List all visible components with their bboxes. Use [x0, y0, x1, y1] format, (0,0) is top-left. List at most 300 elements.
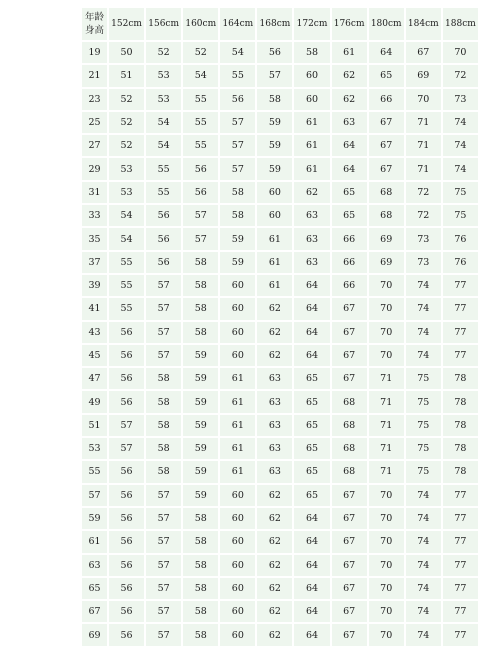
weight-cell: 58 [146, 438, 183, 461]
weight-cell: 74 [406, 345, 443, 368]
weight-cell: 50 [109, 42, 146, 65]
weight-cell: 75 [406, 391, 443, 414]
weight-cell: 77 [443, 624, 480, 647]
weight-cell: 64 [294, 601, 331, 624]
weight-cell: 61 [220, 391, 257, 414]
weight-cell: 60 [220, 578, 257, 601]
weight-cell: 58 [146, 391, 183, 414]
age-cell: 65 [82, 578, 109, 601]
weight-cell: 57 [220, 158, 257, 181]
weight-cell: 65 [332, 205, 369, 228]
table-row [82, 158, 480, 181]
weight-cell: 53 [146, 89, 183, 112]
weight-cell: 75 [443, 205, 480, 228]
age-cell: 29 [82, 158, 109, 181]
weight-cell: 57 [146, 624, 183, 647]
age-cell: 69 [82, 624, 109, 647]
weight-cell: 60 [257, 182, 294, 205]
height-header: 152cm [109, 8, 146, 42]
weight-cell: 57 [146, 601, 183, 624]
table-row [82, 298, 480, 321]
weight-cell: 60 [220, 275, 257, 298]
weight-cell: 77 [443, 345, 480, 368]
age-cell: 47 [82, 368, 109, 391]
height-header: 172cm [294, 8, 331, 42]
weight-cell: 56 [109, 391, 146, 414]
weight-cell: 71 [369, 415, 406, 438]
corner-header [82, 8, 109, 42]
weight-cell: 62 [257, 508, 294, 531]
table-row [82, 601, 480, 624]
weight-cell: 74 [406, 298, 443, 321]
weight-cell: 71 [406, 158, 443, 181]
weight-cell: 64 [294, 298, 331, 321]
weight-cell: 68 [369, 182, 406, 205]
weight-cell: 59 [183, 415, 220, 438]
weight-cell: 58 [220, 182, 257, 205]
weight-cell: 74 [406, 555, 443, 578]
weight-cell: 60 [294, 89, 331, 112]
weight-cell: 66 [332, 228, 369, 251]
table-row [82, 42, 480, 65]
height-header: 168cm [257, 8, 294, 42]
weight-cell: 67 [332, 578, 369, 601]
weight-cell: 63 [332, 112, 369, 135]
weight-cell: 59 [220, 228, 257, 251]
weight-cell: 64 [294, 508, 331, 531]
weight-cell: 57 [146, 555, 183, 578]
weight-cell: 76 [443, 228, 480, 251]
weight-cell: 57 [146, 508, 183, 531]
weight-cell: 62 [257, 485, 294, 508]
age-cell: 55 [82, 461, 109, 484]
weight-cell: 60 [257, 205, 294, 228]
weight-cell: 70 [369, 345, 406, 368]
weight-cell: 71 [369, 368, 406, 391]
weight-cell: 70 [369, 555, 406, 578]
weight-cell: 67 [332, 531, 369, 554]
age-cell: 37 [82, 252, 109, 275]
weight-cell: 54 [220, 42, 257, 65]
weight-cell: 55 [109, 298, 146, 321]
table-row [82, 461, 480, 484]
weight-cell: 73 [406, 252, 443, 275]
weight-cell: 55 [146, 182, 183, 205]
weight-cell: 61 [294, 158, 331, 181]
weight-cell: 68 [332, 438, 369, 461]
table-row [82, 368, 480, 391]
weight-cell: 62 [257, 578, 294, 601]
weight-cell: 78 [443, 415, 480, 438]
weight-cell: 56 [109, 531, 146, 554]
weight-cell: 64 [294, 275, 331, 298]
weight-cell: 64 [294, 624, 331, 647]
weight-table [82, 8, 480, 648]
weight-cell: 60 [220, 601, 257, 624]
weight-cell: 61 [294, 135, 331, 158]
weight-cell: 62 [257, 601, 294, 624]
weight-cell: 56 [109, 624, 146, 647]
height-header: 176cm [332, 8, 369, 42]
weight-cell: 74 [443, 158, 480, 181]
weight-cell: 67 [332, 368, 369, 391]
weight-cell: 62 [332, 65, 369, 88]
table-body [82, 42, 480, 648]
weight-cell: 58 [183, 601, 220, 624]
weight-cell: 60 [220, 322, 257, 345]
weight-cell: 58 [146, 415, 183, 438]
weight-cell: 62 [332, 89, 369, 112]
weight-cell: 74 [406, 322, 443, 345]
age-cell: 59 [82, 508, 109, 531]
table-row [82, 578, 480, 601]
weight-cell: 58 [146, 461, 183, 484]
corner-age-label: 年龄 [84, 12, 104, 23]
weight-cell: 61 [220, 368, 257, 391]
age-cell: 51 [82, 415, 109, 438]
weight-cell: 52 [109, 135, 146, 158]
table-row [82, 485, 480, 508]
weight-cell: 59 [183, 438, 220, 461]
weight-cell: 64 [294, 322, 331, 345]
table-row [82, 228, 480, 251]
weight-cell: 59 [183, 461, 220, 484]
weight-cell: 70 [369, 601, 406, 624]
weight-cell: 60 [220, 624, 257, 647]
weight-cell: 57 [257, 65, 294, 88]
weight-cell: 59 [257, 135, 294, 158]
weight-cell: 63 [294, 252, 331, 275]
weight-cell: 59 [183, 391, 220, 414]
weight-cell: 77 [443, 275, 480, 298]
weight-cell: 67 [332, 485, 369, 508]
weight-cell: 70 [406, 89, 443, 112]
weight-cell: 57 [183, 228, 220, 251]
weight-cell: 58 [183, 275, 220, 298]
table-row [82, 345, 480, 368]
weight-cell: 63 [257, 368, 294, 391]
weight-cell: 74 [406, 508, 443, 531]
weight-cell: 71 [369, 438, 406, 461]
weight-cell: 74 [406, 485, 443, 508]
table-row [82, 531, 480, 554]
weight-cell: 62 [257, 624, 294, 647]
weight-cell: 54 [109, 228, 146, 251]
weight-cell: 60 [220, 345, 257, 368]
age-cell: 31 [82, 182, 109, 205]
weight-cell: 64 [369, 42, 406, 65]
weight-cell: 68 [332, 461, 369, 484]
weight-cell: 77 [443, 601, 480, 624]
weight-cell: 65 [294, 391, 331, 414]
table-row [82, 391, 480, 414]
weight-cell: 59 [183, 485, 220, 508]
weight-cell: 68 [332, 391, 369, 414]
weight-cell: 60 [220, 508, 257, 531]
weight-cell: 57 [109, 438, 146, 461]
weight-cell: 71 [369, 391, 406, 414]
weight-cell: 67 [332, 624, 369, 647]
weight-cell: 52 [146, 42, 183, 65]
weight-cell: 65 [332, 182, 369, 205]
weight-cell: 65 [369, 65, 406, 88]
table-row [82, 555, 480, 578]
weight-cell: 56 [146, 228, 183, 251]
weight-cell: 60 [294, 65, 331, 88]
weight-cell: 55 [109, 275, 146, 298]
weight-cell: 66 [332, 275, 369, 298]
weight-cell: 55 [183, 135, 220, 158]
weight-cell: 75 [443, 182, 480, 205]
weight-cell: 60 [220, 555, 257, 578]
weight-cell: 58 [183, 252, 220, 275]
weight-cell: 62 [257, 345, 294, 368]
weight-cell: 65 [294, 415, 331, 438]
weight-cell: 78 [443, 368, 480, 391]
weight-cell: 56 [109, 578, 146, 601]
weight-cell: 63 [257, 415, 294, 438]
weight-cell: 71 [406, 135, 443, 158]
table-row [82, 275, 480, 298]
weight-cell: 71 [369, 461, 406, 484]
weight-cell: 75 [406, 415, 443, 438]
weight-cell: 77 [443, 508, 480, 531]
weight-cell: 74 [443, 112, 480, 135]
table-row [82, 182, 480, 205]
weight-cell: 58 [183, 578, 220, 601]
table-row [82, 135, 480, 158]
weight-cell: 70 [369, 298, 406, 321]
weight-cell: 64 [294, 578, 331, 601]
weight-cell: 63 [257, 391, 294, 414]
weight-cell: 56 [109, 461, 146, 484]
weight-cell: 62 [257, 555, 294, 578]
weight-cell: 56 [257, 42, 294, 65]
weight-cell: 61 [332, 42, 369, 65]
weight-cell: 59 [183, 345, 220, 368]
weight-cell: 58 [183, 531, 220, 554]
weight-cell: 67 [369, 158, 406, 181]
weight-cell: 70 [369, 485, 406, 508]
weight-cell: 54 [146, 135, 183, 158]
table-row [82, 415, 480, 438]
weight-cell: 69 [369, 228, 406, 251]
weight-cell: 58 [183, 322, 220, 345]
weight-cell: 67 [332, 298, 369, 321]
weight-cell: 69 [406, 65, 443, 88]
weight-cell: 73 [406, 228, 443, 251]
weight-cell: 70 [369, 322, 406, 345]
weight-cell: 77 [443, 298, 480, 321]
weight-cell: 57 [183, 205, 220, 228]
weight-cell: 56 [146, 205, 183, 228]
age-cell: 67 [82, 601, 109, 624]
weight-cell: 51 [109, 65, 146, 88]
weight-cell: 52 [109, 89, 146, 112]
table-row [82, 205, 480, 228]
table-row [82, 65, 480, 88]
weight-cell: 68 [369, 205, 406, 228]
weight-cell: 56 [109, 322, 146, 345]
weight-cell: 59 [257, 112, 294, 135]
age-cell: 25 [82, 112, 109, 135]
weight-cell: 53 [109, 158, 146, 181]
weight-cell: 62 [257, 298, 294, 321]
age-cell: 33 [82, 205, 109, 228]
age-cell: 61 [82, 531, 109, 554]
weight-cell: 58 [146, 368, 183, 391]
weight-cell: 74 [443, 135, 480, 158]
weight-cell: 68 [332, 415, 369, 438]
weight-cell: 74 [406, 531, 443, 554]
weight-cell: 59 [220, 252, 257, 275]
weight-cell: 56 [183, 182, 220, 205]
weight-cell: 54 [146, 112, 183, 135]
weight-cell: 63 [294, 228, 331, 251]
weight-cell: 58 [183, 624, 220, 647]
weight-cell: 75 [406, 368, 443, 391]
weight-cell: 70 [369, 275, 406, 298]
weight-cell: 61 [257, 252, 294, 275]
weight-cell: 70 [369, 531, 406, 554]
height-header: 164cm [220, 8, 257, 42]
weight-cell: 67 [332, 322, 369, 345]
weight-cell: 56 [109, 555, 146, 578]
weight-cell: 74 [406, 601, 443, 624]
weight-cell: 56 [109, 368, 146, 391]
weight-cell: 70 [369, 508, 406, 531]
weight-cell: 75 [406, 461, 443, 484]
weight-cell: 72 [443, 65, 480, 88]
weight-cell: 62 [257, 322, 294, 345]
weight-cell: 77 [443, 578, 480, 601]
weight-cell: 65 [294, 368, 331, 391]
age-cell: 41 [82, 298, 109, 321]
weight-cell: 63 [294, 205, 331, 228]
weight-cell: 56 [146, 252, 183, 275]
weight-cell: 64 [332, 158, 369, 181]
weight-cell: 77 [443, 485, 480, 508]
weight-cell: 74 [406, 275, 443, 298]
weight-cell: 69 [369, 252, 406, 275]
age-cell: 27 [82, 135, 109, 158]
table-row [82, 624, 480, 647]
table-row [82, 89, 480, 112]
weight-cell: 77 [443, 555, 480, 578]
weight-cell: 57 [109, 415, 146, 438]
weight-cell: 52 [183, 42, 220, 65]
weight-cell: 56 [183, 158, 220, 181]
weight-cell: 67 [332, 601, 369, 624]
weight-cell: 72 [406, 205, 443, 228]
weight-cell: 55 [146, 158, 183, 181]
weight-cell: 61 [257, 275, 294, 298]
weight-cell: 70 [443, 42, 480, 65]
weight-cell: 64 [294, 531, 331, 554]
weight-cell: 74 [406, 578, 443, 601]
weight-cell: 74 [406, 624, 443, 647]
age-cell: 63 [82, 555, 109, 578]
weight-cell: 65 [294, 485, 331, 508]
age-cell: 57 [82, 485, 109, 508]
weight-cell: 56 [109, 485, 146, 508]
weight-cell: 73 [443, 89, 480, 112]
weight-cell: 58 [257, 89, 294, 112]
weight-cell: 62 [294, 182, 331, 205]
weight-cell: 60 [220, 485, 257, 508]
weight-cell: 53 [109, 182, 146, 205]
age-cell: 23 [82, 89, 109, 112]
age-cell: 45 [82, 345, 109, 368]
weight-cell: 75 [406, 438, 443, 461]
weight-cell: 77 [443, 322, 480, 345]
weight-cell: 56 [220, 89, 257, 112]
weight-cell: 57 [146, 578, 183, 601]
weight-cell: 55 [220, 65, 257, 88]
weight-cell: 57 [146, 531, 183, 554]
table-row [82, 438, 480, 461]
weight-cell: 65 [294, 438, 331, 461]
height-header: 156cm [146, 8, 183, 42]
weight-cell: 67 [369, 112, 406, 135]
weight-cell: 58 [183, 298, 220, 321]
weight-cell: 62 [257, 531, 294, 554]
weight-cell: 78 [443, 438, 480, 461]
weight-cell: 57 [146, 322, 183, 345]
weight-cell: 56 [109, 508, 146, 531]
weight-cell: 71 [406, 112, 443, 135]
table-row [82, 322, 480, 345]
weight-cell: 78 [443, 461, 480, 484]
weight-cell: 72 [406, 182, 443, 205]
header-row [82, 8, 480, 42]
table-row [82, 508, 480, 531]
height-header: 184cm [406, 8, 443, 42]
weight-cell: 70 [369, 578, 406, 601]
weight-cell: 60 [220, 298, 257, 321]
weight-cell: 52 [109, 112, 146, 135]
weight-cell: 57 [220, 112, 257, 135]
weight-cell: 57 [220, 135, 257, 158]
weight-cell: 64 [294, 555, 331, 578]
weight-cell: 60 [220, 531, 257, 554]
weight-cell: 57 [146, 275, 183, 298]
weight-cell: 70 [369, 624, 406, 647]
table-row [82, 252, 480, 275]
weight-cell: 55 [183, 112, 220, 135]
weight-cell: 67 [406, 42, 443, 65]
weight-cell: 54 [183, 65, 220, 88]
weight-cell: 58 [183, 555, 220, 578]
corner-height-label: 身高 [84, 25, 104, 36]
weight-cell: 67 [332, 555, 369, 578]
weight-table-container [82, 8, 480, 648]
weight-cell: 67 [369, 135, 406, 158]
age-cell: 19 [82, 42, 109, 65]
weight-cell: 55 [183, 89, 220, 112]
age-cell: 43 [82, 322, 109, 345]
age-cell: 39 [82, 275, 109, 298]
age-cell: 35 [82, 228, 109, 251]
weight-cell: 64 [294, 345, 331, 368]
weight-cell: 78 [443, 391, 480, 414]
weight-cell: 67 [332, 508, 369, 531]
height-header: 188cm [443, 8, 480, 42]
weight-cell: 76 [443, 252, 480, 275]
weight-cell: 56 [109, 345, 146, 368]
age-cell: 53 [82, 438, 109, 461]
weight-cell: 59 [257, 158, 294, 181]
